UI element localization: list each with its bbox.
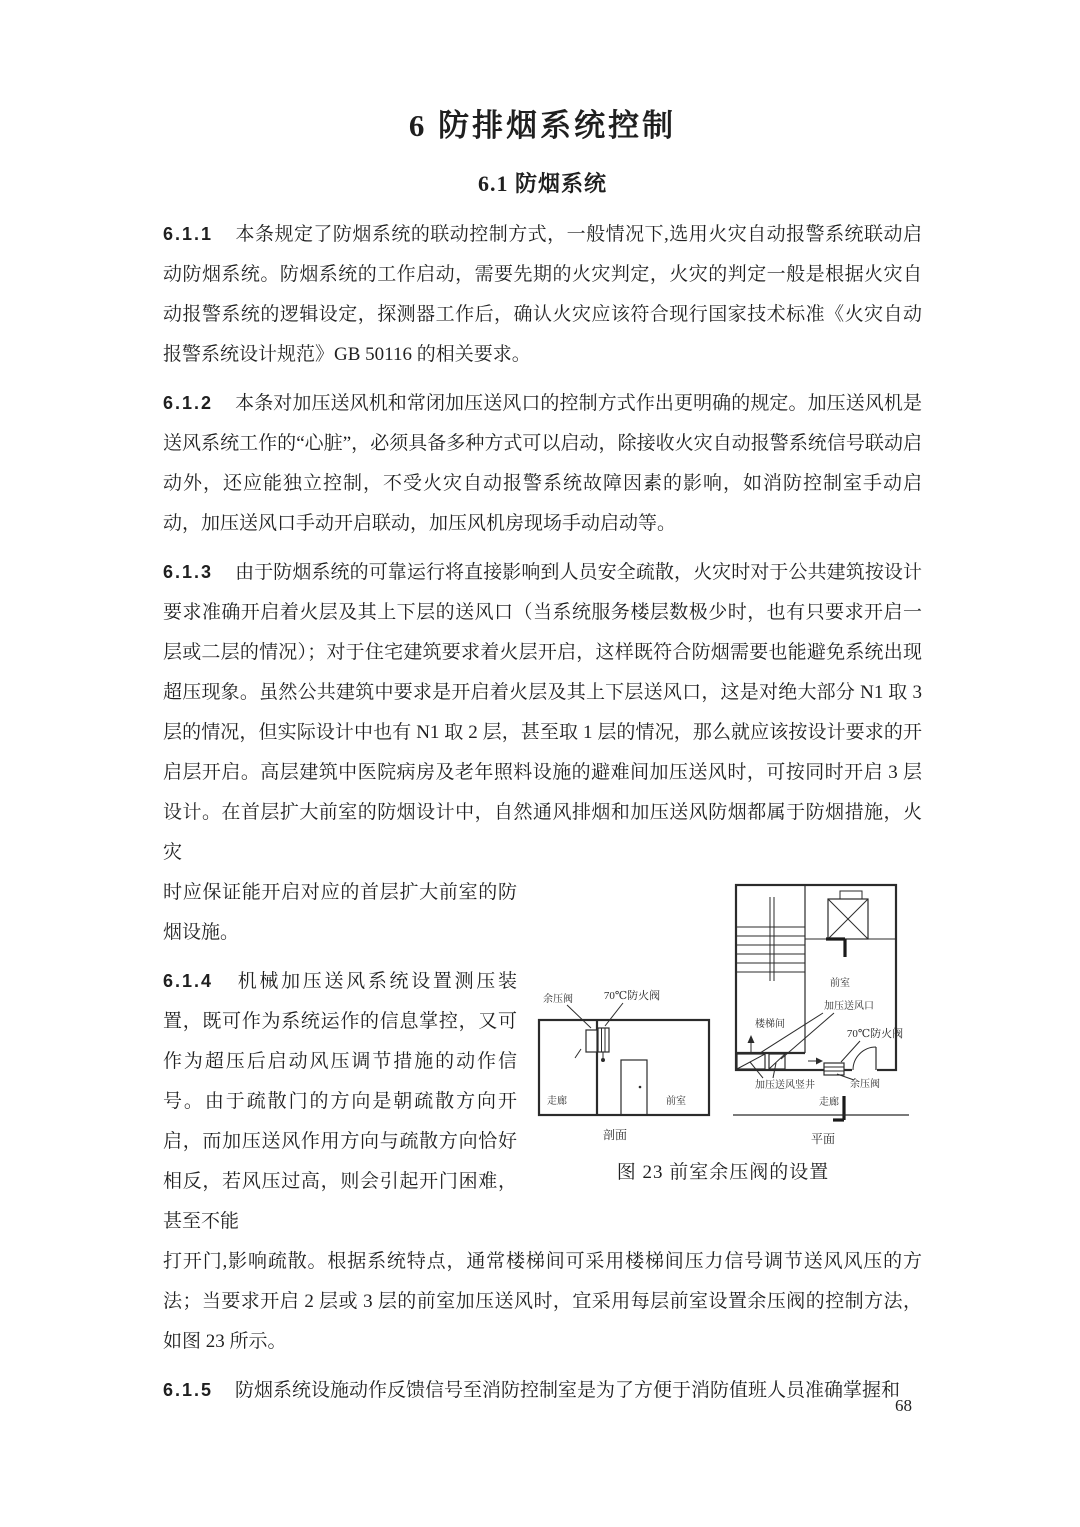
leader-line [841,1041,860,1062]
figure-23-drawing [523,877,923,1155]
elevator-shaft [828,891,868,939]
paragraph-6-1-4 [163,961,517,1242]
door-handle [639,1086,642,1089]
narrow-text-column [163,873,517,1242]
air-outlet-label: 加压送风口 [824,1001,874,1012]
paragraph-6-1-2 [163,383,922,544]
valve-weight [601,1058,605,1062]
page-content [0,100,1080,1411]
leader-line [605,1003,623,1026]
page-title: 6 防排烟系统控制 [408,108,677,143]
paragraph-6-1-3 [163,552,922,873]
fire-damper [598,1028,609,1052]
residual-pressure-valve [586,1030,597,1052]
door [621,1060,647,1115]
section-view-diagram [539,988,709,1142]
front-room-label: 前室 [666,1096,686,1107]
page-number: 68 [895,1396,912,1415]
corridor-label: 走廊 [819,1097,839,1108]
section-view-caption: 剖面 [602,1128,628,1142]
door-arc [853,1047,876,1070]
clause-number: 6.1.2 [163,393,214,413]
residual-pressure-valve-label: 余压阀 [850,1079,880,1090]
clause-text: 本条规定了防烟系统的联动控制方式，一般情况下,选用火灾自动报警系统联动启动防烟系统。防烟系统的工作启动，需要先期的火灾判定，火灾的判定一般是根据火灾自动报警系统的逻辑设定，探测器工作后，确认火灾应该符合现行国家技术标准《火灾自动报警系统设计规范》GB 50116 的相关要求。 [163,224,922,365]
figure-23 [523,877,923,1184]
fire-damper-label: 70℃防火阀 [603,990,661,1002]
clause-text: 机械加压送风系统设置测压装置，既可作为系统运作的信息掌控，又可作为超压后启动风压调节措施的动作信号。由于疏散门的方向是朝疏散方向开启，而加压送风作用方向与疏散方向恰好相反，若风压过高，则会引起开门困难，甚至不能 [163,971,517,1232]
paragraph-6-1-5 [163,1370,922,1411]
plan-view-caption: 平面 [810,1132,836,1146]
stairwell-label: 楼梯间 [755,1019,785,1030]
counterweight [840,891,862,899]
clause-text: 防烟系统设施动作反馈信号至消防控制室是为了方便于消防值班人员准确掌握和 [235,1380,901,1401]
clause-text: 由于防烟系统的可靠运行将直接影响到人员安全疏散，火灾时对于公共建筑按设计要求准确开启着火层及其上下层的送风口（当系统服务楼层数极少时，也有只要求开启一层或二层的情况）；对于住宅建筑要求着火层开启，这样既符合防烟需要也能避免系统出现超压现象。虽然公共建筑中要求是开启着火层及其上下层送风口，这是对绝大部分 N1 取 3 层的情况，但实际设计中也有 N1 取 2 层，甚至取 1 层的情况，那么就应该按设计要求的开启层开启。高层建筑中医院病房及老年照料设施的避难间加压送风时，可按同时开启 3 层设计。在首层扩大前室的防烟设计中，自然通风排烟和加压送风防烟都属于防烟措施，火灾 [163,562,922,863]
text-figure-row [163,873,922,1242]
clause-text: 本条对加压送风机和常闭加压送风口的控制方式作出更明确的规定。加压送风机是送风系统工作的“心脏”，必须具备多种方式可以启动，除接收火灾自动报警系统信号联动启动外，还应能独立控制，不受火灾自动报警系统故障因素的影响，如消防控制室手动启动，加压送风口手动开启联动，加压风机房现场手动启动等。 [163,393,922,534]
clause-number: 6.1.3 [163,562,214,582]
clause-number: 6.1.1 [163,224,214,244]
airflow-arrow-up [748,1035,755,1052]
residual-pressure-valve-label: 余压阀 [543,994,573,1005]
figure-caption: 图 23 前室余压阀的设置 [616,1162,830,1183]
clause-text: 时应保证能开启对应的首层扩大前室的防烟设施。 [163,882,517,943]
fire-damper-label: 70℃防火阀 [846,1028,904,1040]
residual-pressure-valve [824,1063,844,1075]
plan-outline [736,885,896,1070]
clause-number: 6.1.4 [163,971,214,991]
section-heading: 6.1 防烟系统 [477,171,607,196]
stair-treads [736,897,805,981]
clause-number: 6.1.5 [163,1380,214,1400]
paragraph-6-1-3-continued [163,873,517,953]
paragraph-6-1-4-continued [163,1242,922,1362]
airflow-arrow-right [808,1058,823,1065]
plan-view-diagram [733,885,909,1146]
corridor-label: 走廊 [547,1096,567,1107]
flow-tick [575,1049,581,1058]
clause-text: 打开门,影响疏散。根据系统特点，通常楼梯间可采用楼梯间压力信号调节送风风压的方法；当要求开启 2 层或 3 层的前室加压送风时，宜采用每层前室设置余压阀的控制方法，如图 23 所示。 [163,1251,922,1352]
leader-line [837,1074,854,1080]
pressurized-air-shaft [737,1054,785,1069]
air-shaft-label: 加压送风竖井 [755,1080,815,1091]
front-room-label: 前室 [830,978,850,989]
leader-line [567,1005,591,1028]
paragraph-6-1-1 [163,214,922,375]
